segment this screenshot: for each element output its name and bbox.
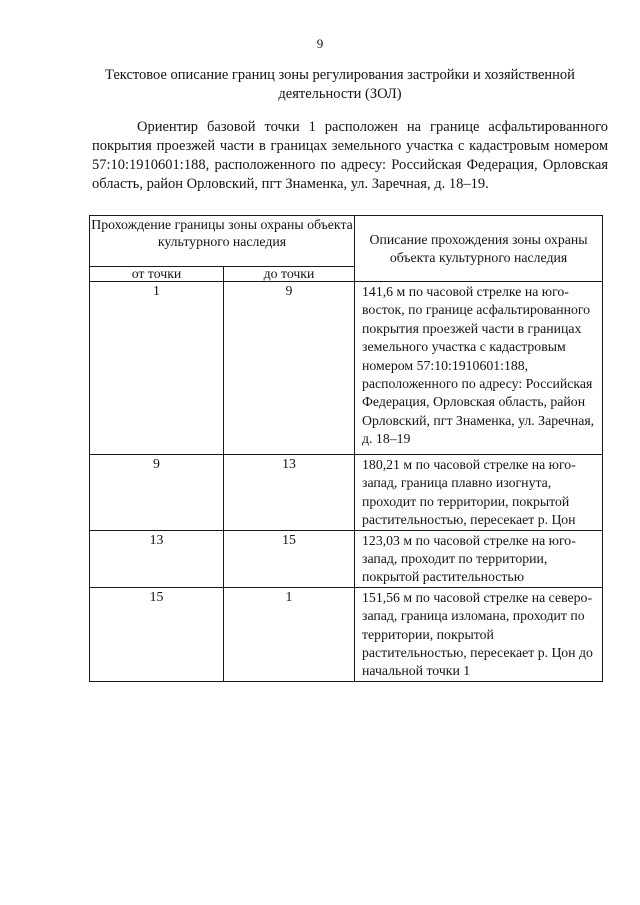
header-from-point: от точки (90, 267, 224, 282)
header-boundary-route: Прохождение границы зоны охраны объекта культурного наследия (90, 216, 355, 267)
table-header-row (90, 216, 603, 267)
header-to-point: до точки (224, 267, 355, 282)
cell-from: 9 (90, 455, 224, 531)
cell-description: 141,6 м по часовой стрелке на юго-восток, по границе асфальтированного покрытия проезжей части в границах земельного участка с кадастровым номером 57:10:1910601:188, расположенного по адресу: Российская Федерация, Орловская область, район Орловский, пгт Знаменка, ул. Заречная, д. 18–19 (355, 282, 603, 455)
cell-from: 13 (90, 530, 224, 587)
base-point-paragraph: Ориентир базовой точки 1 расположен на границе асфальтированного покрытия проезжей части в границах земельного участка с кадастровым номером 57:10:1910601:188, расположенного по адресу: Российская Федерация, Орловская область, район Орловский, пгт Знаменка, ул. Заречная, д. 18–19. (92, 119, 608, 192)
cell-to: 13 (224, 455, 355, 531)
cell-description: 180,21 м по часовой стрелке на юго-запад, граница плавно изогнута, проходит по территории, покрытой растительностью, пересекает р. Цон (355, 455, 603, 531)
cell-to: 9 (224, 282, 355, 455)
table-row (90, 282, 603, 455)
cell-description: 123,03 м по часовой стрелке на юго-запад, проходит по территории, покрытой растительностью (355, 530, 603, 587)
cell-from: 15 (90, 587, 224, 681)
cell-from: 1 (90, 282, 224, 455)
table-row (90, 530, 603, 587)
cell-to: 1 (224, 587, 355, 681)
cell-to: 15 (224, 530, 355, 587)
page-number: 9 (316, 36, 324, 51)
document-title: Текстовое описание границ зоны регулирования застройки и хозяйственной деятельности (ЗОЛ) (105, 67, 575, 102)
table-row (90, 587, 603, 681)
table-row (90, 455, 603, 531)
header-description: Описание прохождения зоны охраны объекта культурного наследия (355, 216, 603, 282)
cell-description: 151,56 м по часовой стрелке на северо-запад, граница изломана, проходит по территории, покрытой растительностью, пересекает р. Цон до начальной точки 1 (355, 587, 603, 681)
zone-boundary-table (89, 215, 603, 682)
